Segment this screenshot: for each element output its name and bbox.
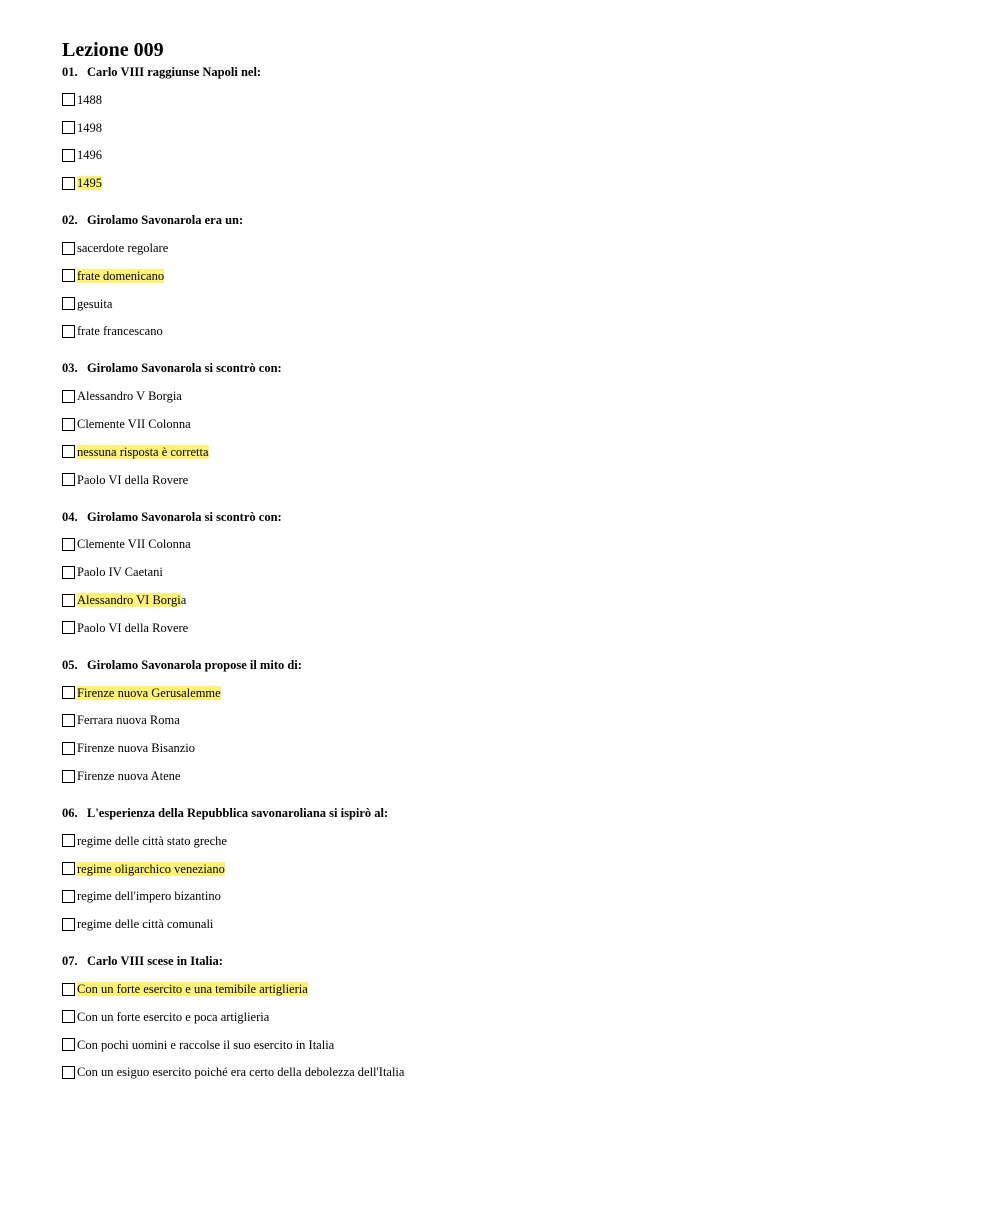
page-title: Lezione 009 (62, 39, 164, 61)
answer-option[interactable] (62, 734, 962, 762)
answer-option[interactable] (62, 614, 962, 642)
answer-option[interactable] (62, 1031, 962, 1059)
answer-option[interactable] (62, 679, 962, 707)
answer-checkbox[interactable] (62, 1066, 75, 1079)
answer-checkbox[interactable] (62, 621, 75, 634)
answer-label (77, 741, 195, 755)
highlighted-answer-text: nessuna risposta è corretta (77, 444, 209, 459)
answer-checkbox[interactable] (62, 297, 75, 310)
highlighted-answer-text: frate domenicano (77, 268, 165, 283)
answer-checkbox[interactable] (62, 566, 75, 579)
answer-label (77, 713, 180, 727)
answer-checkbox[interactable] (62, 390, 75, 403)
answer-label (77, 297, 112, 311)
highlighted-answer-text: Alessandro VI Borgi (77, 593, 181, 608)
answer-option[interactable] (62, 762, 962, 790)
answer-checkbox[interactable] (62, 121, 75, 134)
answer-checkbox[interactable] (62, 862, 75, 875)
answer-label (77, 417, 191, 431)
answer-option[interactable] (62, 975, 962, 1003)
question-heading (62, 361, 962, 375)
answer-option[interactable] (62, 262, 962, 290)
answer-option[interactable] (62, 883, 962, 911)
answer-option[interactable] (62, 855, 962, 883)
answer-label (77, 445, 209, 459)
question-number: 04. (62, 509, 78, 524)
highlighted-answer-text: Firenze nuova Gerusalemme (77, 685, 221, 700)
answer-option[interactable] (62, 290, 962, 318)
answer-label (77, 1038, 334, 1052)
answer-text: regime dell'impero bizantino (77, 889, 221, 904)
question-heading (62, 65, 962, 79)
document (62, 36, 962, 1102)
answer-label (77, 324, 163, 338)
answer-text: regime delle città comunali (77, 917, 214, 932)
highlighted-answer-text: regime oligarchico veneziano (77, 861, 225, 876)
answer-label (77, 834, 227, 848)
question-number: 02. (62, 213, 78, 228)
answer-text: Clemente VII Colonna (77, 537, 191, 552)
answer-checkbox[interactable] (62, 742, 75, 755)
answer-label (77, 593, 186, 607)
answer-label (77, 241, 168, 255)
answer-checkbox[interactable] (62, 269, 75, 282)
answer-label (77, 1065, 404, 1079)
answer-text: Paolo IV Caetani (77, 565, 163, 580)
question-number: 07. (62, 954, 78, 969)
answer-checkbox[interactable] (62, 1010, 75, 1023)
answer-text: Firenze nuova Bisanzio (77, 741, 196, 756)
question-heading (62, 954, 962, 968)
question-heading (62, 658, 962, 672)
answer-checkbox[interactable] (62, 770, 75, 783)
answer-option[interactable] (62, 86, 962, 114)
question-text: L'esperienza della Repubblica savonaroliana si ispirò al: (87, 805, 389, 820)
answer-checkbox[interactable] (62, 983, 75, 996)
answer-option[interactable] (62, 466, 962, 494)
answer-text: Ferrara nuova Roma (77, 713, 180, 728)
question-number: 01. (62, 65, 78, 79)
answer-text: regime delle città stato greche (77, 833, 227, 848)
answer-label (77, 121, 102, 135)
answer-label (77, 565, 163, 579)
answer-option[interactable] (62, 586, 962, 614)
answer-checkbox[interactable] (62, 1038, 75, 1051)
answer-label (77, 982, 308, 996)
answer-option[interactable] (62, 910, 962, 938)
question-block (62, 361, 962, 493)
answer-checkbox[interactable] (62, 149, 75, 162)
answer-label (77, 769, 180, 783)
answer-text: Paolo VI della Rovere (77, 472, 189, 487)
answer-label (77, 93, 102, 107)
question-heading (62, 510, 962, 524)
question-text: Girolamo Savonarola si scontrò con: (87, 361, 282, 376)
answer-label (77, 686, 221, 700)
question-list (62, 65, 962, 1086)
answer-checkbox[interactable] (62, 918, 75, 931)
answer-text: Clemente VII Colonna (77, 417, 191, 432)
question-number: 05. (62, 657, 78, 672)
answer-option[interactable] (62, 142, 962, 170)
answer-text: Con un forte esercito e poca artiglieria (77, 1009, 270, 1024)
answer-checkbox[interactable] (62, 594, 75, 607)
answer-checkbox[interactable] (62, 473, 75, 486)
answer-checkbox[interactable] (62, 538, 75, 551)
question-number: 03. (62, 361, 78, 376)
answer-checkbox[interactable] (62, 890, 75, 903)
answer-text: 1488 (77, 92, 102, 107)
answer-label (77, 176, 102, 190)
answer-option[interactable] (62, 114, 962, 142)
answer-option[interactable] (62, 531, 962, 559)
answer-checkbox[interactable] (62, 686, 75, 699)
question-block (62, 658, 962, 790)
answer-label (77, 889, 221, 903)
answer-text: 1496 (77, 148, 102, 163)
answer-option[interactable] (62, 827, 962, 855)
question-text: Carlo VIII raggiunse Napoli nel: (87, 65, 262, 79)
question-block (62, 954, 962, 1086)
answer-option[interactable] (62, 169, 962, 197)
answer-label (77, 862, 225, 876)
answer-text: Con un esiguo esercito poiché era certo della debolezza dell'Italia (77, 1065, 405, 1080)
question-text: Girolamo Savonarola si scontrò con: (87, 509, 282, 524)
question-number: 06. (62, 805, 78, 820)
question-text: Girolamo Savonarola era un: (87, 213, 244, 228)
answer-text: Paolo VI della Rovere (77, 620, 189, 635)
question-heading (62, 213, 962, 227)
answer-label (77, 917, 213, 931)
answer-label (77, 148, 102, 162)
answer-option[interactable] (62, 1003, 962, 1031)
answer-option[interactable] (62, 318, 962, 346)
question-heading (62, 806, 962, 820)
answer-option[interactable] (62, 410, 962, 438)
answer-checkbox[interactable] (62, 834, 75, 847)
question-block (62, 806, 962, 938)
answer-text: sacerdote regolare (77, 241, 169, 256)
highlighted-answer-text: Con un forte esercito e una temibile artiglieria (77, 982, 308, 997)
answer-label (77, 1010, 269, 1024)
answer-text: Con pochi uomini e raccolse il suo esercito in Italia (77, 1037, 335, 1052)
answer-text: Firenze nuova Atene (77, 769, 181, 784)
answer-option[interactable] (62, 1059, 962, 1087)
answer-option[interactable] (62, 382, 962, 410)
answer-checkbox[interactable] (62, 93, 75, 106)
highlighted-answer-text: 1495 (77, 176, 102, 191)
answer-label (77, 473, 188, 487)
answer-checkbox[interactable] (62, 714, 75, 727)
answer-checkbox[interactable] (62, 445, 75, 458)
answer-option[interactable] (62, 707, 962, 735)
answer-option[interactable] (62, 234, 962, 262)
question-text: Carlo VIII scese in Italia: (87, 954, 223, 969)
answer-label (77, 389, 182, 403)
answer-checkbox[interactable] (62, 242, 75, 255)
answer-label (77, 537, 191, 551)
question-block (62, 65, 962, 197)
answer-text: gesuita (77, 296, 113, 311)
question-block (62, 213, 962, 345)
answer-checkbox[interactable] (62, 325, 75, 338)
answer-label (77, 269, 164, 283)
question-block (62, 510, 962, 642)
answer-label (77, 621, 188, 635)
answer-checkbox[interactable] (62, 418, 75, 431)
answer-text: 1498 (77, 120, 102, 135)
question-text: Girolamo Savonarola propose il mito di: (87, 657, 302, 672)
answer-option[interactable] (62, 558, 962, 586)
answer-option[interactable] (62, 438, 962, 466)
answer-text: a (180, 593, 187, 608)
answer-text: frate francescano (77, 324, 163, 339)
answer-text: Alessandro V Borgia (77, 389, 182, 404)
answer-checkbox[interactable] (62, 177, 75, 190)
